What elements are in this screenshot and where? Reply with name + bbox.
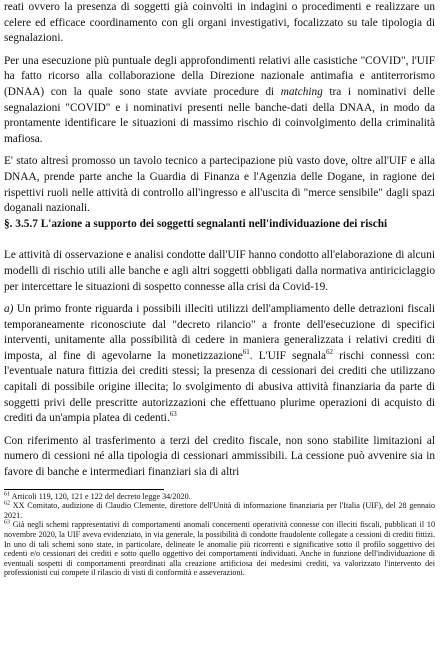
paragraph-cessione: Con riferimento al trasferimento a terzi del credito fiscale, non sono stabilite limitazioni al numero di cessioni né alla tipologia di cessionari ammissibili. La cessione può avvenire sia in favore di banche e intermediari finanziari sia di altri — [4, 434, 435, 479]
section-heading: §. 3.5.7 L'azione a supporto dei soggetti segnalanti nell'individuazione dei rischi — [4, 217, 388, 230]
paragraph-intro: reati ovvero la presenza di soggetti già coinvolti in indagini o procedimenti e realizzare un celere ed efficace coordinamento con gli organi investigativi, focalizzato su tale tipologia di segnalazioni. — [4, 1, 435, 45]
footnote-62 — [4, 501, 435, 520]
footnote-ref-63[interactable]: 63 — [169, 410, 177, 419]
paragraph-dnaa — [4, 54, 435, 148]
paragraph-detrazioni — [4, 302, 435, 427]
paragraph-dnaa-part2: tra i nominativi delle segnalazioni "COVID" e i nominativi presenti nelle banche-dati della DNAA, in modo da prontamente identificare le situazioni di massimo rischio di coinvolgimento della criminalità mafiosa. — [4, 85, 435, 145]
footnote-number: 63 — [4, 519, 10, 526]
footnote-ref-61[interactable]: 61 — [242, 348, 250, 357]
footnote-63 — [4, 520, 435, 578]
paragraph-detrazioni-part2: . L'UIF segnala — [249, 349, 326, 362]
footnote-divider — [4, 489, 164, 490]
footnote-text: XX Comitato, audizione di Claudio Clemente, direttore dell'Unità di informazione finanziaria per l'Italia (UIF), del 28 gennaio 2021. — [4, 501, 435, 520]
paragraph-tavolo-tecnico: E' stato altresì promosso un tavolo tecnico a partecipazione più vasto dove, oltre all'UIF e alla DNAA, prende parte anche la Guardia di Finanza e l'Agenzia delle Dogane, in ragione dei rispettivi ruoli nelle attività di controllo all'ingresso e all'uscita di "merce sensibile" dagli spazi doganali nazionali. — [4, 155, 435, 215]
paragraph-modelli-rischio: Le attività di osservazione e analisi condotte dall'UIF hanno condotto all'elaborazione di alcuni modelli di rischio utili alle banche e agli altri soggetti obbligati dalla normativa antiriciclaggio per intercettare le situazioni di sospetto connesse alla crisi da Covid-19. — [4, 249, 435, 293]
footnote-61 — [4, 492, 435, 502]
footnote-text: Già negli schemi rappresentativi di comportamenti anomali concernenti operatività connesse con illeciti fiscali, pubblicati il 10 novembre 2020, la UIF aveva evidenziato, in via generale, la possibilità di condotte fraudolente collegate a cessioni di crediti fittizi. In uno di tali schemi sono state, in particolare, delineate le anomalie più ricorrenti e significative sotto il profilo soggettivo dei cedenti e/o cessionari dei crediti e sotto quello oggettivo dei comportamenti individuati. Anche in funzione dell'individuazione di eventuali sospetti di comportamenti preordinati alla creazione artificiosa dei medesimi crediti, va valorizzato l'intervento dei professionisti cui compete il rilascio di visti di conformità e asseverazioni. — [4, 520, 435, 578]
paragraph-detrazioni-part3: rischi connessi con: l'eventuale natura fittizia dei crediti stessi; la presenza di cessionari dei crediti che utilizzano capitali di possibile origine illecita; lo svolgimento di abusiva attività finanziaria da parte di soggetti privi delle prescritte autorizzazioni che effettuano plurime operazioni di acquisto di crediti da un'ampia platea di cedenti. — [4, 349, 435, 425]
footnote-ref-62[interactable]: 62 — [325, 348, 333, 357]
list-label-a: a) — [4, 303, 14, 316]
matching-term: matching — [280, 85, 323, 98]
footnote-text: Articoli 119, 120, 121 e 122 del decreto legge 34/2020. — [10, 491, 191, 501]
footnote-number: 61 — [4, 490, 10, 497]
paragraph-detrazioni-part1: Un primo fronte riguarda i possibili illeciti utilizzi dell'ampliamento delle detrazioni fiscali temporaneamente riconosciute dal "decreto rilancio" a fronte dell'esecuzione di specifici interventi, unitamente alla possibilità di cedere in maniera generalizzata i relativi crediti di imposta, al fine di agevolarne la monetizzazione — [4, 303, 435, 362]
paragraph-dnaa-part1: Per una esecuzione più puntuale degli approfondimenti relativi alle casistiche "COVID", l'UIF ha fatto ricorso alla collaborazione della Direzione nazionale antimafia e antiterrorismo (DNAA) con la quale sono state avviate procedure di — [4, 54, 435, 98]
footnote-number: 62 — [4, 500, 10, 507]
